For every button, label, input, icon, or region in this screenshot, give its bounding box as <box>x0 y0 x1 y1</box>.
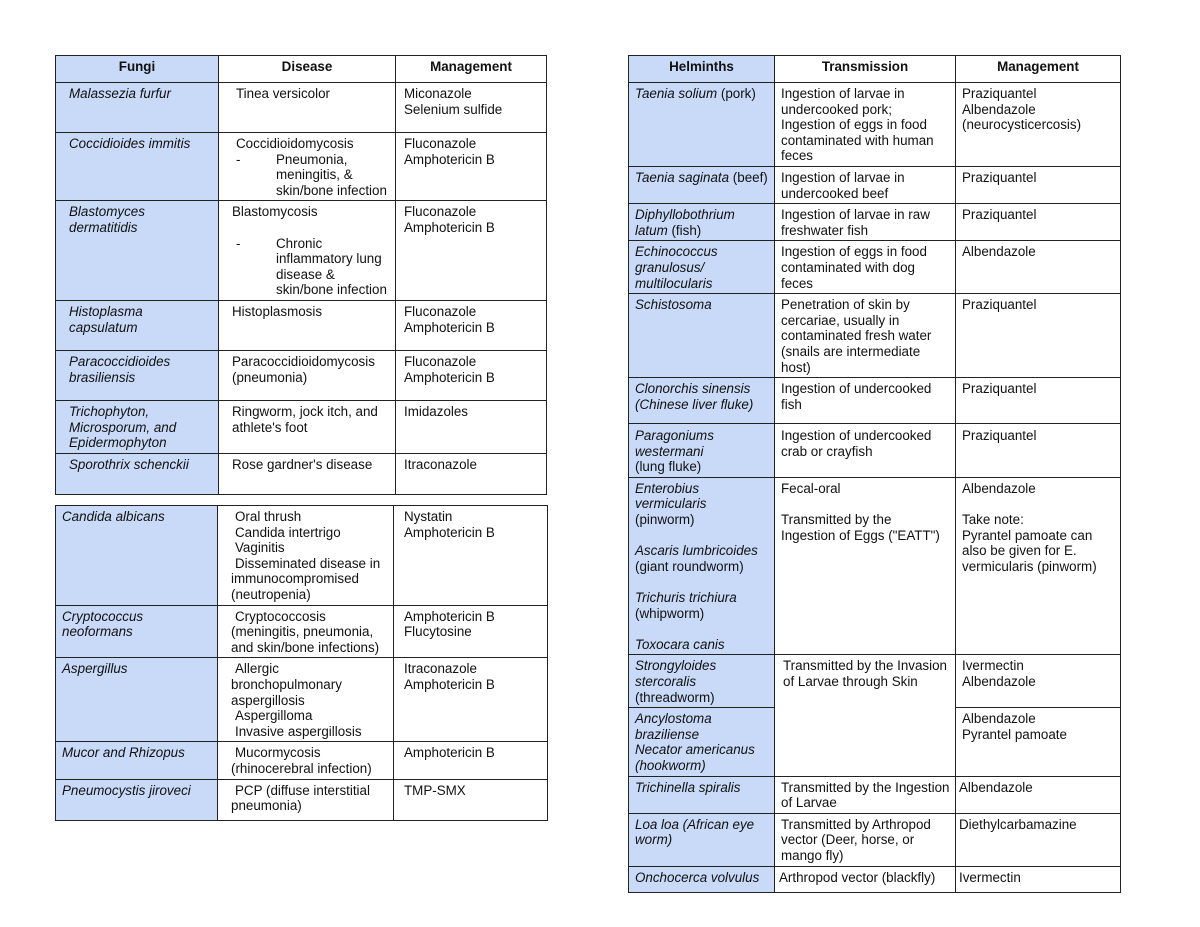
organism-cell: Trichinella spiralis <box>629 776 775 813</box>
table-row <box>56 83 547 133</box>
transmission-cell: Ingestion of larvae in raw freshwater fish <box>775 204 956 241</box>
table-row <box>629 477 1121 655</box>
table-row <box>629 813 1121 866</box>
disease-bullet: - Pneumonia, meningitis, & skin/bone infection <box>236 151 387 198</box>
management-cell: Albendazole <box>956 776 1121 813</box>
management-cell: Praziquantel <box>956 424 1121 478</box>
management-cell: Praziquantel <box>956 378 1121 424</box>
header-cell: Management <box>956 56 1121 83</box>
transmission-cell: Transmitted by the Ingestion of Larvae <box>775 776 956 813</box>
organism-cell: Taenia solium (pork) <box>629 83 775 167</box>
disease-cell: Cryptococcosis (meningitis, pneumonia, and skin/bone infections) <box>218 605 394 658</box>
management-cell: Amphotericin B <box>394 742 548 779</box>
management-cell: Albendazole Take note: Pyrantel pamoate can also be given for E. vermicularis (pinworm) <box>956 477 1121 655</box>
organism-cell: Pneumocystis jiroveci <box>56 779 218 820</box>
disease-cell: Rose gardner's disease <box>219 453 396 494</box>
management-cell: Imidazoles <box>396 400 547 453</box>
organism-cell: Onchocerca volvulus <box>629 866 775 892</box>
organism-cell: Mucor and Rhizopus <box>56 742 218 779</box>
disease-cell: Mucormycosis (rhinocerebral infection) <box>218 742 394 779</box>
table-row <box>56 133 547 201</box>
organism-cell: Loa loa (African eye worm) <box>629 813 775 866</box>
organism-cell: Ancylostoma braziliense Necator americanus (hookworm) <box>629 708 775 776</box>
organism-cell: Blastomyces dermatitidis <box>56 201 219 301</box>
organism-cell: Enterobius vermicularis (pinworm) Ascaris lumbricoides (giant roundworm) Trichuris trichiura (whipworm) Toxocara canis <box>629 477 775 655</box>
organism-cell: Echinococcus granulosus/ multilocularis <box>629 241 775 294</box>
organism-cell: Aspergillus <box>56 658 218 742</box>
management-cell: Itraconazole <box>396 453 547 494</box>
table-row <box>56 506 548 606</box>
helminths-table <box>628 55 1121 893</box>
management-cell: Albendazole <box>956 241 1121 294</box>
transmission-cell: Ingestion of undercooked fish <box>775 378 956 424</box>
disease-cell: Paracoccidioidomycosis (pneumonia) <box>219 350 396 400</box>
management-cell: Albendazole Pyrantel pamoate <box>956 708 1121 776</box>
management-cell: TMP-SMX <box>394 779 548 820</box>
management-cell: Fluconazole Amphotericin B <box>396 201 547 301</box>
organism-cell: Histoplasma capsulatum <box>56 300 219 350</box>
table-row <box>629 241 1121 294</box>
management-cell: Praziquantel <box>956 204 1121 241</box>
management-cell: Nystatin Amphotericin B <box>394 506 548 606</box>
table-row <box>629 83 1121 167</box>
organism-cell: Malassezia furfur <box>56 83 219 133</box>
disease-cell: Oral thrush Candida intertrigo Vaginitis Disseminated disease in immunocompromised (neutropenia) <box>218 506 394 606</box>
transmission-cell: Transmitted by Arthropod vector (Deer, horse, or mango fly) <box>775 813 956 866</box>
transmission-cell: Arthropod vector (blackfly) <box>775 866 956 892</box>
organism-cell: Coccidioides immitis <box>56 133 219 201</box>
disease-cell: Ringworm, jock itch, and athlete's foot <box>219 400 396 453</box>
disease-cell: Tinea versicolor <box>219 83 396 133</box>
table-header-row <box>56 56 547 83</box>
table-row <box>629 378 1121 424</box>
management-cell: Miconazole Selenium sulfide <box>396 83 547 133</box>
management-cell: Itraconazole Amphotericin B <box>394 658 548 742</box>
table-row <box>56 201 547 301</box>
organism-cell: Candida albicans <box>56 506 218 606</box>
transmission-cell: Ingestion of eggs in food contaminated with dog feces <box>775 241 956 294</box>
organism-cell: Diphyllobothrium latum (fish) <box>629 204 775 241</box>
table-row <box>56 605 548 658</box>
header-cell: Management <box>396 56 547 83</box>
table-row <box>629 776 1121 813</box>
header-cell: Transmission <box>775 56 956 83</box>
disease-cell: Allergic bronchopulmonary aspergillosis Aspergilloma Invasive aspergillosis <box>218 658 394 742</box>
management-cell: Praziquantel <box>956 166 1121 203</box>
header-cell: Disease <box>219 56 396 83</box>
transmission-cell: Ingestion of undercooked crab or crayfish <box>775 424 956 478</box>
organism-cell: Clonorchis sinensis (Chinese liver fluke) <box>629 378 775 424</box>
transmission-cell: Ingestion of larvae in undercooked pork; Ingestion of eggs in food contaminated with human feces <box>775 83 956 167</box>
organism-cell: Paracoccidioides brasiliensis <box>56 350 219 400</box>
management-cell: Fluconazole Amphotericin B <box>396 350 547 400</box>
organism-cell: Paragoniums westermani (lung fluke) <box>629 424 775 478</box>
header-cell: Fungi <box>56 56 219 83</box>
disease-cell: Blastomycosis - Chronic inflammatory lung disease & skin/bone infection <box>219 201 396 301</box>
table-row <box>56 658 548 742</box>
table-row <box>56 400 547 453</box>
organism-cell: Cryptococcus neoformans <box>56 605 218 658</box>
organism-cell: Taenia saginata (beef) <box>629 166 775 203</box>
transmission-cell: Fecal-oral Transmitted by the Ingestion of Eggs ("EATT") <box>775 477 956 655</box>
organism-cell: Schistosoma <box>629 294 775 378</box>
management-cell: Praziquantel Albendazole (neurocysticercosis) <box>956 83 1121 167</box>
header-cell: Helminths <box>629 56 775 83</box>
management-cell: Fluconazole Amphotericin B <box>396 300 547 350</box>
table-row <box>56 300 547 350</box>
management-cell: Amphotericin B Flucytosine <box>394 605 548 658</box>
disease-cell: Histoplasmosis <box>219 300 396 350</box>
table-row <box>56 350 547 400</box>
management-cell: Ivermectin <box>956 866 1121 892</box>
transmission-cell: Transmitted by the Invasion of Larvae through Skin <box>775 655 956 776</box>
table-row <box>56 742 548 779</box>
disease-cell: Coccidioidomycosis - Pneumonia, meningitis, & skin/bone infection <box>219 133 396 201</box>
organism-cell: Strongyloides stercoralis (threadworm) <box>629 655 775 708</box>
table-header-row <box>629 56 1121 83</box>
table-row <box>629 166 1121 203</box>
fungi-table <box>55 55 547 495</box>
management-cell: Diethylcarbamazine <box>956 813 1121 866</box>
table-row <box>56 779 548 820</box>
disease-cell: PCP (diffuse interstitial pneumonia) <box>218 779 394 820</box>
management-cell: Ivermectin Albendazole <box>956 655 1121 708</box>
table-row <box>629 424 1121 478</box>
disease-bullet: - Chronic inflammatory lung disease & skin/bone infection <box>236 235 387 298</box>
management-cell: Praziquantel <box>956 294 1121 378</box>
organism-cell: Sporothrix schenckii <box>56 453 219 494</box>
organism-cell: Trichophyton, Microsporum, and Epidermophyton <box>56 400 219 453</box>
management-cell: Fluconazole Amphotericin B <box>396 133 547 201</box>
table-row <box>629 866 1121 892</box>
table-row <box>629 294 1121 378</box>
table-row <box>56 453 547 494</box>
fungi-table-2 <box>55 505 548 821</box>
table-row <box>629 204 1121 241</box>
table-row <box>629 655 1121 708</box>
transmission-cell: Ingestion of larvae in undercooked beef <box>775 166 956 203</box>
transmission-cell: Penetration of skin by cercariae, usually in contaminated fresh water (snails are intermediate host) <box>775 294 956 378</box>
